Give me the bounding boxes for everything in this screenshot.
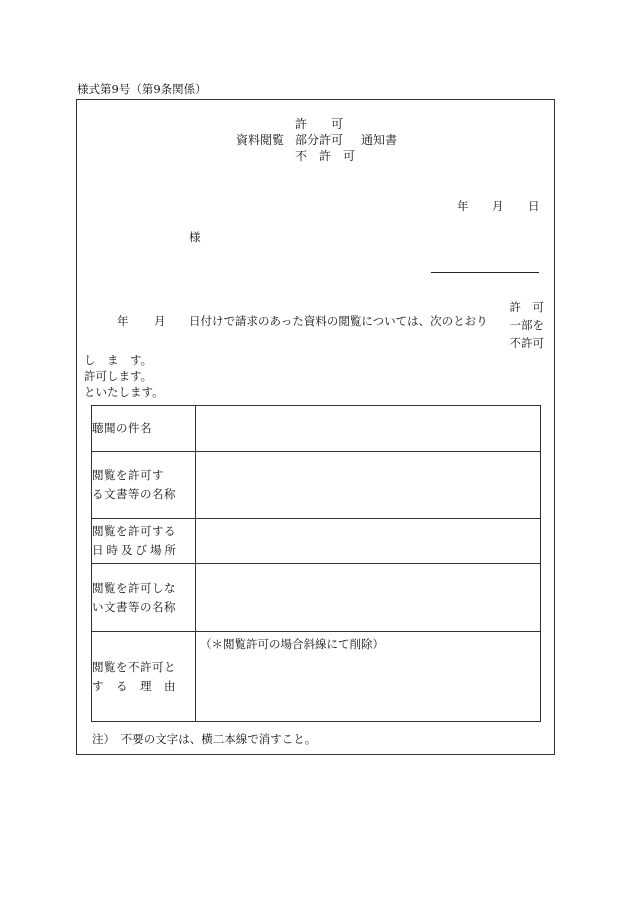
table-row xyxy=(92,452,541,519)
row-label-permitted-documents xyxy=(92,452,196,519)
label-line-2: い文書等の名称 xyxy=(92,599,176,614)
footnote: 注） 不要の文字は、横二本線で消すこと。 xyxy=(92,732,317,746)
title-option-allow: 許 可 xyxy=(295,117,344,131)
date-year: 年 xyxy=(457,199,469,213)
option-deny: 不許可 xyxy=(509,336,544,350)
row-label-hearing-subject: 聴聞の件名 xyxy=(92,406,196,452)
denial-reason-remark: （＊閲覧許可の場合斜線にて削除） xyxy=(200,637,384,651)
row-value-denied-documents[interactable] xyxy=(196,564,541,632)
title-option-deny: 不 許 可 xyxy=(295,149,356,163)
decision-options xyxy=(500,298,544,352)
sender-signature-line xyxy=(431,272,539,273)
label-line-2: 日時及び場所 xyxy=(92,543,179,557)
date-month: 月 xyxy=(492,199,504,213)
table-row xyxy=(92,632,541,722)
row-label-denial-reason xyxy=(92,632,196,722)
title-suffix: 通知書 xyxy=(361,133,398,147)
title-prefix: 資料閲覧 xyxy=(236,133,285,147)
label-line-2: る文書等の名称 xyxy=(92,487,176,501)
form-number-label: 様式第9号（第9条関係） xyxy=(77,82,207,96)
ending-allow: し ま す。 xyxy=(84,353,153,367)
title-option-partial: 部分許可 xyxy=(295,133,344,147)
row-label-datetime-place xyxy=(92,519,196,564)
row-value-denial-reason[interactable] xyxy=(196,632,541,722)
table-row xyxy=(92,564,541,632)
ending-partial: 許可します。 xyxy=(84,369,153,383)
option-partial: 一部を xyxy=(509,318,544,332)
label-line-1: 閲覧を許可する xyxy=(92,524,176,538)
table-row xyxy=(92,406,541,452)
addressee-suffix: 様 xyxy=(189,230,201,244)
row-value-hearing-subject[interactable] xyxy=(196,406,541,452)
row-value-permitted-documents[interactable] xyxy=(196,452,541,519)
details-table xyxy=(91,405,541,722)
row-label-denied-documents xyxy=(92,564,196,632)
body-month: 月 xyxy=(154,314,166,328)
ending-deny: といたします。 xyxy=(84,385,164,399)
label-line-1: 閲覧を許可しな xyxy=(92,580,176,595)
label-line-1: 閲覧を許可す xyxy=(92,468,164,482)
body-year: 年 xyxy=(117,314,129,328)
date-day: 日 xyxy=(528,199,540,213)
row-value-datetime-place[interactable] xyxy=(196,519,541,564)
body-text: 日付けで請求のあった資料の閲覧については、次のとおり xyxy=(189,314,488,328)
sentence-endings xyxy=(84,352,164,400)
option-allow: 許 可 xyxy=(509,300,544,314)
table-row xyxy=(92,519,541,564)
label-line-2: す る 理 由 xyxy=(92,678,176,693)
label-line-1: 閲覧を不許可と xyxy=(92,659,176,674)
